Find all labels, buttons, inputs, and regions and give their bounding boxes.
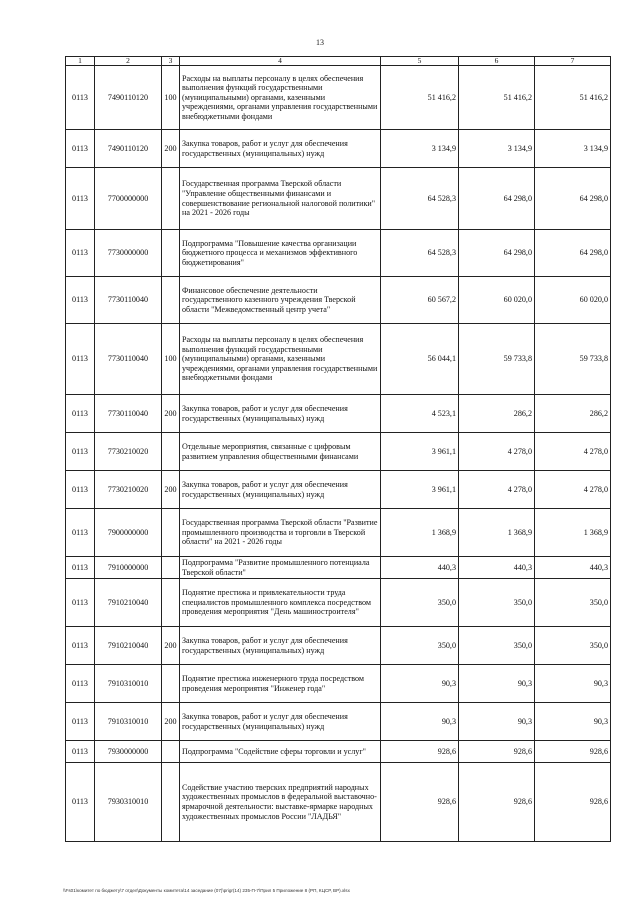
amount-year3-cell: 64 298,0 bbox=[535, 230, 611, 277]
amount-year2-cell: 4 278,0 bbox=[459, 433, 535, 471]
target-article-cell: 7910310010 bbox=[95, 703, 162, 741]
target-article-cell: 7730000000 bbox=[95, 230, 162, 277]
amount-year1-cell: 56 044,1 bbox=[381, 324, 459, 395]
amount-year2-cell: 350,0 bbox=[459, 627, 535, 665]
amount-year2-cell: 51 416,2 bbox=[459, 66, 535, 130]
table-row bbox=[66, 579, 611, 627]
table-row bbox=[66, 66, 611, 130]
amount-year2-cell: 4 278,0 bbox=[459, 471, 535, 509]
amount-year3-cell: 60 020,0 bbox=[535, 277, 611, 324]
section-code-cell: 0113 bbox=[66, 395, 95, 433]
amount-year2-cell: 64 298,0 bbox=[459, 230, 535, 277]
section-code-cell: 0113 bbox=[66, 763, 95, 842]
column-number-2: 2 bbox=[95, 57, 162, 66]
amount-year1-cell: 60 567,2 bbox=[381, 277, 459, 324]
table-row bbox=[66, 741, 611, 763]
table-row bbox=[66, 509, 611, 557]
amount-year2-cell: 928,6 bbox=[459, 763, 535, 842]
section-code-cell: 0113 bbox=[66, 703, 95, 741]
target-article-cell: 7900000000 bbox=[95, 509, 162, 557]
item-name-cell: Закупка товаров, работ и услуг для обеспечения государственных (муниципальных) нужд bbox=[180, 395, 381, 433]
expense-type-cell bbox=[162, 277, 180, 324]
amount-year2-cell: 440,3 bbox=[459, 557, 535, 579]
amount-year1-cell: 90,3 bbox=[381, 703, 459, 741]
expense-type-cell: 200 bbox=[162, 703, 180, 741]
expense-type-cell: 200 bbox=[162, 395, 180, 433]
target-article-cell: 7930000000 bbox=[95, 741, 162, 763]
item-name-cell: Государственная программа Тверской области "Управление общественными финансами и совершенствование региональной налоговой политики" на 2021 - 2026 годы bbox=[180, 168, 381, 230]
amount-year3-cell: 4 278,0 bbox=[535, 433, 611, 471]
section-code-cell: 0113 bbox=[66, 433, 95, 471]
amount-year1-cell: 64 528,3 bbox=[381, 168, 459, 230]
amount-year1-cell: 1 368,9 bbox=[381, 509, 459, 557]
item-name-cell: Закупка товаров, работ и услуг для обеспечения государственных (муниципальных) нужд bbox=[180, 627, 381, 665]
table-body bbox=[66, 66, 611, 842]
file-path-footer: \\Fs01\комитет по бюджету\7 отдел\Документы комитета\14 заседание (07)\prigr(14) 235-П-7\Прил 5 Приложение 8 (РП, КЦСР, ВР).xlsx bbox=[63, 888, 350, 893]
column-number-5: 5 bbox=[381, 57, 459, 66]
expense-type-cell bbox=[162, 557, 180, 579]
expense-type-cell bbox=[162, 230, 180, 277]
section-code-cell: 0113 bbox=[66, 741, 95, 763]
amount-year3-cell: 928,6 bbox=[535, 741, 611, 763]
amount-year3-cell: 928,6 bbox=[535, 763, 611, 842]
amount-year2-cell: 90,3 bbox=[459, 665, 535, 703]
section-code-cell: 0113 bbox=[66, 627, 95, 665]
table-row bbox=[66, 627, 611, 665]
target-article-cell: 7490110120 bbox=[95, 130, 162, 168]
target-article-cell: 7730110040 bbox=[95, 277, 162, 324]
table-row bbox=[66, 230, 611, 277]
item-name-cell: Финансовое обеспечение деятельности государственного казенного учреждения Тверской области "Межведомственный центр учета" bbox=[180, 277, 381, 324]
section-code-cell: 0113 bbox=[66, 168, 95, 230]
amount-year1-cell: 51 416,2 bbox=[381, 66, 459, 130]
table-row bbox=[66, 557, 611, 579]
table-row bbox=[66, 703, 611, 741]
target-article-cell: 7910210040 bbox=[95, 579, 162, 627]
section-code-cell: 0113 bbox=[66, 579, 95, 627]
expense-type-cell bbox=[162, 741, 180, 763]
section-code-cell: 0113 bbox=[66, 665, 95, 703]
expense-type-cell: 100 bbox=[162, 324, 180, 395]
amount-year3-cell: 51 416,2 bbox=[535, 66, 611, 130]
amount-year2-cell: 3 134,9 bbox=[459, 130, 535, 168]
column-number-6: 6 bbox=[459, 57, 535, 66]
amount-year1-cell: 4 523,1 bbox=[381, 395, 459, 433]
target-article-cell: 7700000000 bbox=[95, 168, 162, 230]
table-row bbox=[66, 277, 611, 324]
section-code-cell: 0113 bbox=[66, 66, 95, 130]
amount-year2-cell: 350,0 bbox=[459, 579, 535, 627]
table-row bbox=[66, 433, 611, 471]
section-code-cell: 0113 bbox=[66, 509, 95, 557]
amount-year2-cell: 928,6 bbox=[459, 741, 535, 763]
section-code-cell: 0113 bbox=[66, 230, 95, 277]
table-row bbox=[66, 395, 611, 433]
budget-table bbox=[65, 56, 611, 842]
amount-year3-cell: 350,0 bbox=[535, 627, 611, 665]
item-name-cell: Подпрограмма "Повышение качества организации бюджетного процесса и механизмов эффективного бюджетирования" bbox=[180, 230, 381, 277]
amount-year1-cell: 3 134,9 bbox=[381, 130, 459, 168]
item-name-cell: Содействие участию тверских предприятий народных художественных промыслов в федеральной выставочно-ярмарочной деятельности: выставке-ярмарке народных художественных промыслов России "ЛАДЬЯ" bbox=[180, 763, 381, 842]
amount-year3-cell: 350,0 bbox=[535, 579, 611, 627]
section-code-cell: 0113 bbox=[66, 557, 95, 579]
target-article-cell: 7910000000 bbox=[95, 557, 162, 579]
amount-year2-cell: 90,3 bbox=[459, 703, 535, 741]
expense-type-cell bbox=[162, 168, 180, 230]
item-name-cell: Отдельные мероприятия, связанные с цифровым развитием управления общественными финансами bbox=[180, 433, 381, 471]
section-code-cell: 0113 bbox=[66, 130, 95, 168]
table-row bbox=[66, 168, 611, 230]
item-name-cell: Государственная программа Тверской области "Развитие промышленного производства и торговли в Тверской области" на 2021 - 2026 годы bbox=[180, 509, 381, 557]
amount-year3-cell: 90,3 bbox=[535, 703, 611, 741]
expense-type-cell bbox=[162, 433, 180, 471]
target-article-cell: 7930310010 bbox=[95, 763, 162, 842]
table-row bbox=[66, 130, 611, 168]
amount-year1-cell: 3 961,1 bbox=[381, 471, 459, 509]
expense-type-cell: 200 bbox=[162, 627, 180, 665]
amount-year1-cell: 350,0 bbox=[381, 627, 459, 665]
expense-type-cell bbox=[162, 763, 180, 842]
section-code-cell: 0113 bbox=[66, 324, 95, 395]
section-code-cell: 0113 bbox=[66, 471, 95, 509]
table-row bbox=[66, 471, 611, 509]
expense-type-cell: 100 bbox=[162, 66, 180, 130]
amount-year2-cell: 64 298,0 bbox=[459, 168, 535, 230]
expense-type-cell: 200 bbox=[162, 130, 180, 168]
amount-year3-cell: 59 733,8 bbox=[535, 324, 611, 395]
target-article-cell: 7730110040 bbox=[95, 395, 162, 433]
amount-year3-cell: 64 298,0 bbox=[535, 168, 611, 230]
amount-year3-cell: 440,3 bbox=[535, 557, 611, 579]
amount-year1-cell: 3 961,1 bbox=[381, 433, 459, 471]
amount-year3-cell: 1 368,9 bbox=[535, 509, 611, 557]
amount-year1-cell: 928,6 bbox=[381, 741, 459, 763]
expense-type-cell: 200 bbox=[162, 471, 180, 509]
amount-year2-cell: 286,2 bbox=[459, 395, 535, 433]
item-name-cell: Расходы на выплаты персоналу в целях обеспечения выполнения функций государственными (муниципальными) органами, казенными учреждениями, органами управления государственными внебюджетными фондами bbox=[180, 324, 381, 395]
amount-year1-cell: 90,3 bbox=[381, 665, 459, 703]
page-number: 13 bbox=[316, 38, 324, 47]
item-name-cell: Закупка товаров, работ и услуг для обеспечения государственных (муниципальных) нужд bbox=[180, 703, 381, 741]
table-row bbox=[66, 763, 611, 842]
table-row bbox=[66, 665, 611, 703]
amount-year1-cell: 928,6 bbox=[381, 763, 459, 842]
amount-year3-cell: 286,2 bbox=[535, 395, 611, 433]
amount-year2-cell: 60 020,0 bbox=[459, 277, 535, 324]
target-article-cell: 7730210020 bbox=[95, 433, 162, 471]
column-number-4: 4 bbox=[180, 57, 381, 66]
section-code-cell: 0113 bbox=[66, 277, 95, 324]
amount-year2-cell: 59 733,8 bbox=[459, 324, 535, 395]
amount-year3-cell: 90,3 bbox=[535, 665, 611, 703]
amount-year1-cell: 350,0 bbox=[381, 579, 459, 627]
column-number-3: 3 bbox=[162, 57, 180, 66]
target-article-cell: 7910210040 bbox=[95, 627, 162, 665]
item-name-cell: Закупка товаров, работ и услуг для обеспечения государственных (муниципальных) нужд bbox=[180, 471, 381, 509]
amount-year3-cell: 3 134,9 bbox=[535, 130, 611, 168]
expense-type-cell bbox=[162, 509, 180, 557]
item-name-cell: Подпрограмма "Развитие промышленного потенциала Тверской области" bbox=[180, 557, 381, 579]
column-number-7: 7 bbox=[535, 57, 611, 66]
item-name-cell: Поднятие престижа и привлекательности труда специалистов промышленного комплекса посредством проведения мероприятия "День машиностроителя" bbox=[180, 579, 381, 627]
table-row bbox=[66, 324, 611, 395]
target-article-cell: 7490110120 bbox=[95, 66, 162, 130]
amount-year1-cell: 64 528,3 bbox=[381, 230, 459, 277]
target-article-cell: 7910310010 bbox=[95, 665, 162, 703]
amount-year3-cell: 4 278,0 bbox=[535, 471, 611, 509]
item-name-cell: Расходы на выплаты персоналу в целях обеспечения выполнения функций государственными (муниципальными) органами, казенными учреждениями, органами управления государственными внебюджетными фондами bbox=[180, 66, 381, 130]
item-name-cell: Закупка товаров, работ и услуг для обеспечения государственных (муниципальных) нужд bbox=[180, 130, 381, 168]
column-number-row bbox=[66, 57, 611, 66]
target-article-cell: 7730110040 bbox=[95, 324, 162, 395]
expense-type-cell bbox=[162, 665, 180, 703]
item-name-cell: Подпрограмма "Содействие сферы торговли и услуг" bbox=[180, 741, 381, 763]
target-article-cell: 7730210020 bbox=[95, 471, 162, 509]
column-number-1: 1 bbox=[66, 57, 95, 66]
amount-year1-cell: 440,3 bbox=[381, 557, 459, 579]
expense-type-cell bbox=[162, 579, 180, 627]
item-name-cell: Поднятие престижа инженерного труда посредством проведения мероприятия "Инженер года" bbox=[180, 665, 381, 703]
amount-year2-cell: 1 368,9 bbox=[459, 509, 535, 557]
